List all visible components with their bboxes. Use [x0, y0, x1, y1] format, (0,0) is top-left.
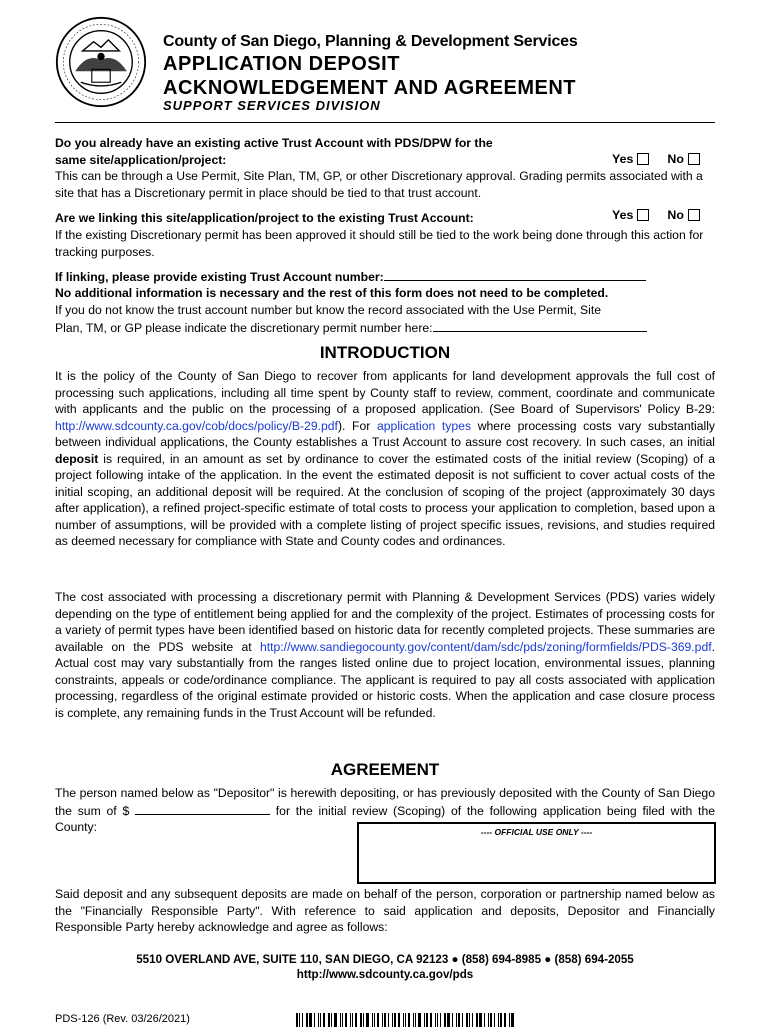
barcode-bar [437, 1013, 438, 1027]
division-name: SUPPORT SERVICES DIVISION [163, 98, 381, 113]
barcode-bar [484, 1013, 485, 1027]
trust-question-2: Are we linking this site/application/project to the existing Trust Account: [55, 211, 474, 225]
barcode-bar [408, 1013, 410, 1027]
intro-p1-text-2: ). For [337, 418, 377, 433]
trust-account-number-row [55, 268, 715, 286]
no-additional-info-note: No additional information is necessary and the rest of this form does not need to be completed. [55, 286, 609, 300]
barcode-bar [340, 1013, 341, 1027]
trust-question-1-options [612, 152, 700, 166]
barcode-bar [456, 1013, 457, 1027]
barcode-bar [498, 1013, 499, 1027]
barcode-bar [490, 1013, 492, 1027]
intro-p1-text-4: is required, in an amount as set by ordinance to cover the estimated costs of the initial review (Scoping) of a project following intake of the application. In the event the estimated deposit is not sufficient to cover actual costs of the initial scoping, an additional deposit will be required. At the conclusion of scoping of the project (approximately 30 days after application), a refined project-specific estimate of total costs to process your application to completion, based upon a number of assumptions, will be provided with a complete listing of project specific issues, revisions, and studies required as deemed necessary for compliance with State and County codes and ordinances. [55, 451, 715, 548]
agreement-p1-text-2: for the initial review (Scoping) of the following application being filed with the County: [55, 803, 715, 834]
barcode-bar [494, 1013, 495, 1027]
agreement-p1-text-1: The person named below as "Depositor" is herewith depositing, or has previously deposited with the County of San Diego the sum of $ [55, 786, 715, 818]
trust-question-2-note: If the existing Discretionary permit has been approved it should still be tied to the work being done through this action for tracking purposes. [55, 228, 704, 259]
barcode-bar [488, 1013, 489, 1027]
barcode-bar [372, 1013, 373, 1027]
barcode-bar [388, 1013, 389, 1027]
barcode-bar [415, 1013, 416, 1027]
barcode-bar [328, 1013, 330, 1027]
barcode-bar [424, 1013, 425, 1027]
barcode-bar [440, 1013, 441, 1027]
deposit-bold-text: deposit [55, 451, 99, 466]
barcode-bar [366, 1013, 369, 1027]
q1-yes-checkbox[interactable] [637, 153, 649, 165]
barcode-bar [377, 1013, 379, 1027]
barcode-bar [394, 1013, 397, 1027]
trust-account-number-label: If linking, please provide existing Trust Account number: [55, 270, 384, 284]
trust-question-1-line-2: same site/application/project: [55, 152, 227, 167]
agency-name: County of San Diego, Planning & Development Services [163, 33, 578, 50]
no-label: No [667, 208, 684, 222]
barcode-bar [320, 1013, 321, 1027]
agreement-heading: AGREEMENT [330, 760, 440, 779]
barcode-image [296, 1013, 516, 1027]
barcode-bar [447, 1013, 450, 1027]
barcode-bar [350, 1013, 351, 1027]
barcode-bar [384, 1013, 386, 1027]
q2-no-checkbox[interactable] [688, 209, 700, 221]
barcode-bar [472, 1013, 473, 1027]
barcode-bar [360, 1013, 362, 1027]
introduction-paragraph-2 [55, 589, 715, 721]
official-use-label: ---- OFFICIAL USE ONLY ---- [480, 827, 593, 837]
barcode-bar [331, 1013, 332, 1027]
pds-369-link[interactable]: http://www.sandiegocounty.gov/content/dam/sdc/pds/zoning/formfields/PDS-369.pdf [259, 639, 712, 654]
barcode-bar [469, 1013, 470, 1027]
county-seal-image [55, 16, 147, 108]
barcode-bar [355, 1013, 357, 1027]
barcode-bar [314, 1013, 315, 1027]
application-types-link[interactable]: application types [377, 418, 472, 433]
barcode-bar [511, 1013, 514, 1027]
barcode-bar [452, 1013, 453, 1027]
introduction-paragraph-1 [55, 368, 715, 550]
barcode-bar [504, 1013, 506, 1027]
barcode-bar [382, 1013, 383, 1027]
barcode-bar [345, 1013, 347, 1027]
barcode-bar [363, 1013, 364, 1027]
barcode-bar [296, 1013, 298, 1027]
deposit-amount-field[interactable] [135, 802, 270, 815]
barcode-bar [405, 1013, 406, 1027]
barcode-bar [413, 1013, 414, 1027]
barcode-bar [476, 1013, 478, 1027]
trust-question-2-options [612, 208, 700, 222]
barcode-bar [418, 1013, 421, 1027]
official-use-box [357, 822, 716, 884]
no-label: No [667, 152, 684, 166]
form-title-line-2: ACKNOWLEDGEMENT AND AGREEMENT [163, 77, 577, 99]
barcode-bar [318, 1013, 319, 1027]
barcode-bar [466, 1013, 468, 1027]
barcode-bar [398, 1013, 400, 1027]
yes-label: Yes [612, 208, 634, 222]
form-number: PDS-126 (Rev. 03/26/2021) [55, 1013, 190, 1025]
trust-account-number-field[interactable] [384, 268, 646, 281]
footer-website: http://www.sdcounty.ca.gov/pds [296, 968, 474, 981]
barcode-bar [462, 1013, 463, 1027]
barcode-bar [342, 1013, 343, 1027]
barcode-bar [299, 1013, 300, 1027]
q2-yes-checkbox[interactable] [637, 209, 649, 221]
barcode-bar [302, 1013, 303, 1027]
policy-b29-link[interactable]: http://www.sdcounty.ca.gov/cob/docs/policy/B-29.pdf [55, 418, 338, 433]
agreement-paragraph-2: Said deposit and any subsequent deposits are made on behalf of the person, corporation or partnership named below as the "Financially Responsible Party". With reference to said application and deposits, Depositor and Financially Responsible Party hereby acknowledge and agree as follows: [55, 887, 715, 934]
trust-question-1-line-1: Do you already have an existing active Trust Account with PDS/DPW for the [55, 136, 493, 150]
barcode-bar [435, 1013, 436, 1027]
barcode-bar [334, 1013, 337, 1027]
trust-question-1-note: This can be through a Use Permit, Site Plan, TM, GP, or other Discretionary approval. Grading permits associated with a site that has a Discretionary permit in place should be tied to that trust account. [55, 169, 703, 200]
permit-number-line-1: If you do not know the trust account number but know the record associated with the Use Permit, Site [55, 303, 602, 317]
discretionary-permit-number-field[interactable] [433, 319, 647, 332]
barcode-bar [500, 1013, 502, 1027]
barcode-bar [509, 1013, 510, 1027]
barcode-bar [458, 1013, 460, 1027]
barcode-bar [352, 1013, 353, 1027]
form-title-line-1: APPLICATION DEPOSIT [163, 53, 400, 75]
barcode-bar [323, 1013, 325, 1027]
yes-label: Yes [612, 152, 634, 166]
barcode-bar [306, 1013, 308, 1027]
barcode-bar [444, 1013, 446, 1027]
permit-number-label: Plan, TM, or GP please indicate the discretionary permit number here: [55, 320, 433, 335]
intro-p1-text-3: where processing costs vary substantially between individual applications, the County establishes a Trust Account to assure cost recovery. In such cases, an initial [55, 418, 715, 449]
barcode-bar [479, 1013, 482, 1027]
intro-p2-text-1: The cost associated with processing a discretionary permit with Planning & Development Services (PDS) varies widely depending on the type of entitlement being applied for and the complexity of the project. Estimates of processing costs for a variety of permit types have been identified based on historic data for recently completed projects. These summaries are available on the PDS website at [55, 590, 715, 654]
header-divider [55, 122, 715, 123]
permit-number-block [55, 302, 715, 336]
footer-address: 5510 OVERLAND AVE, SUITE 110, SAN DIEGO, CA 92123 ● (858) 694-8985 ● (858) 694-2055 [136, 953, 634, 966]
introduction-heading: INTRODUCTION [319, 343, 451, 362]
barcode-bar [430, 1013, 432, 1027]
barcode-bar [374, 1013, 375, 1027]
intro-p2-text-2: . Actual cost may vary substantially from the ranges listed online due to project location, environmental issues, planning constraints, appeals or code/ordinance compliance. The applicant is required to pay all costs associated with application processing, regardless of the original estimate provided or historic costs. When the application and case closure process is complete, any remaining funds in the Trust Account will be refunded. [55, 639, 715, 720]
q1-no-checkbox[interactable] [688, 153, 700, 165]
barcode-bar [309, 1013, 312, 1027]
barcode-bar [403, 1013, 404, 1027]
form-title [163, 52, 576, 100]
barcode-bar [426, 1013, 428, 1027]
intro-p1-text-1: It is the policy of the County of San Diego to recover from applicants for land development approvals the full cost of processing such applications, including all time spent by County staff to review, comment, coordinate and communicate with applicants and the public on the processing of a proposed application. (See Board of Supervisors' Policy B-29: [55, 369, 715, 416]
barcode-bar [392, 1013, 393, 1027]
